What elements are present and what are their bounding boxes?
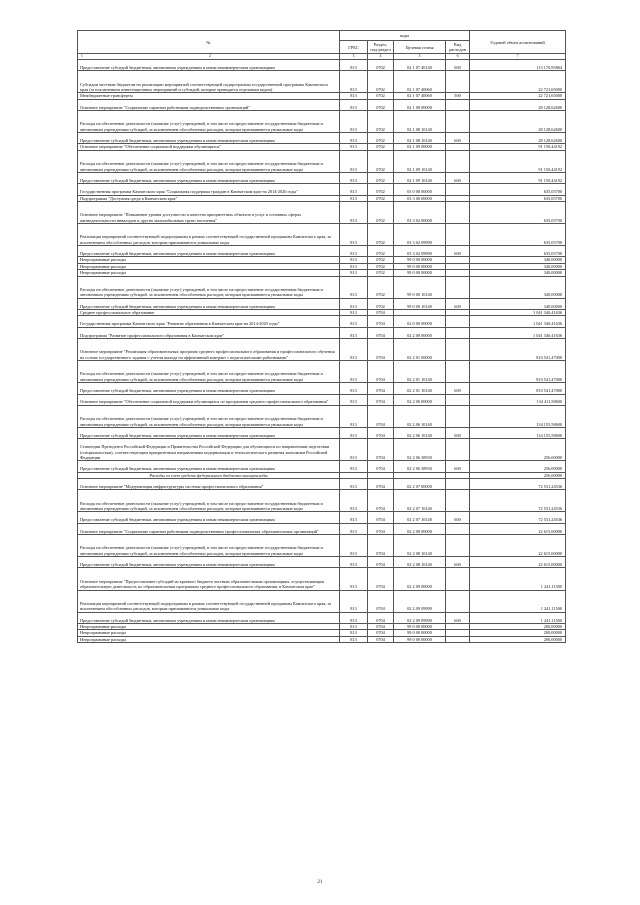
row-csr: 02 2 08 00000 xyxy=(394,523,446,534)
row-vid: 600 xyxy=(446,612,470,623)
row-vid: 600 xyxy=(446,246,470,257)
row-grbs: 813 xyxy=(340,512,368,523)
row-name: Предоставление субсидий бюджетным, автономным учреждениям и иным некоммерческим организациям xyxy=(78,557,340,568)
row-razdel: 0704 xyxy=(368,490,394,512)
row-razdel: 0704 xyxy=(368,316,394,327)
row-vid: 600 xyxy=(446,512,470,523)
header-vid: Вид расходов xyxy=(446,41,470,54)
row-grbs: 813 xyxy=(340,636,368,642)
row-razdel: 0704 xyxy=(368,623,394,629)
table-row xyxy=(78,439,566,461)
row-vid: 600 xyxy=(446,172,470,183)
row-grbs: 813 xyxy=(340,270,368,276)
row-vid xyxy=(446,184,470,195)
row-csr: 03 3 02 00000 xyxy=(394,201,446,223)
row-razdel: 0702 xyxy=(368,150,394,172)
row-razdel: 0702 xyxy=(368,276,394,298)
row-razdel: 0702 xyxy=(368,195,394,201)
row-razdel: 0704 xyxy=(368,512,394,523)
row-grbs: 813 xyxy=(340,133,368,144)
row-razdel: 0702 xyxy=(368,144,394,150)
table-row xyxy=(78,339,566,361)
row-csr: 03 3 02 09990 xyxy=(394,224,446,246)
row-grbs: 813 xyxy=(340,394,368,405)
row-vid xyxy=(446,568,470,590)
row-razdel: 0704 xyxy=(368,612,394,623)
row-csr: 02 2 01 10140 xyxy=(394,361,446,383)
row-razdel: 0702 xyxy=(368,111,394,133)
row-razdel: 0704 xyxy=(368,361,394,383)
row-grbs: 813 xyxy=(340,479,368,490)
row-csr: 02 2 06 38930 xyxy=(394,439,446,461)
row-name: Непрограммные расходы xyxy=(78,270,340,276)
table-row xyxy=(78,276,566,298)
row-razdel: 0702 xyxy=(368,224,394,246)
row-vid: 500 xyxy=(446,93,470,99)
row-name: Предоставление субсидий бюджетным, автономным учреждениям и иным некоммерческим организациям xyxy=(78,298,340,309)
row-amount: 22 721,65000 xyxy=(470,71,566,93)
table-row xyxy=(78,394,566,405)
row-grbs: 813 xyxy=(340,623,368,629)
row-amount: 810 541,47000 xyxy=(470,361,566,383)
row-grbs: 813 xyxy=(340,201,368,223)
row-grbs: 813 xyxy=(340,257,368,263)
row-name: Предоставление субсидий бюджетным, автономным учреждениям и иным некоммерческим организациям xyxy=(78,383,340,394)
table-row xyxy=(78,461,566,472)
row-amount: 22 615,00000 xyxy=(470,557,566,568)
row-razdel: 0702 xyxy=(368,172,394,183)
row-amount: 256,00000 xyxy=(470,472,566,478)
row-vid xyxy=(446,224,470,246)
table-row xyxy=(78,224,566,246)
header-grbs: ГРБС xyxy=(340,41,368,54)
row-vid: 600 xyxy=(446,60,470,71)
row-name: Среднее профессиональное образование xyxy=(78,310,340,316)
row-name: Предоставление субсидий бюджетным, автономным учреждениям и иным некоммерческим организациям xyxy=(78,133,340,144)
row-name: Основное мероприятие "Социальные гарантии работникам подведомственных профессиональных образовательных организаций" xyxy=(78,523,340,534)
row-amount: 134 411,58600 xyxy=(470,394,566,405)
row-grbs: 813 xyxy=(340,172,368,183)
row-vid xyxy=(446,490,470,512)
row-vid xyxy=(446,361,470,383)
row-name: Подпрограмма "Развитие профессионального образования в Камчатском крае" xyxy=(78,327,340,338)
row-amount: 810 541,47000 xyxy=(470,339,566,361)
row-grbs: 813 xyxy=(340,246,368,257)
col-num-7: 7 xyxy=(470,54,566,60)
row-name: Основное мероприятие "Предоставление субсидий из краевого бюджета частным образовательным организациям, осуществляющим образовательную деятельность по образовательным программам среднего профессионального образования, в Камчатском крае" xyxy=(78,568,340,590)
row-amount: 1 041 340,41636 xyxy=(470,310,566,316)
row-amount: 134 155,58600 xyxy=(470,405,566,427)
row-grbs: 813 xyxy=(340,590,368,612)
row-grbs: 813 xyxy=(340,439,368,461)
col-num-1: 1 2 xyxy=(78,54,340,60)
row-amount: 1 041 340,41636 xyxy=(470,327,566,338)
row-vid xyxy=(446,99,470,110)
row-csr: 02 2 09 09990 xyxy=(394,612,446,623)
row-razdel: 0704 xyxy=(368,339,394,361)
row-grbs: 813 xyxy=(340,523,368,534)
row-csr: 99 0 00 00000 xyxy=(394,636,446,642)
row-csr: 02 1 07 40060 xyxy=(394,93,446,99)
row-csr: 02 1 08 00000 xyxy=(394,99,446,110)
row-amount: 256,00000 xyxy=(470,439,566,461)
row-razdel: 0704 xyxy=(368,310,394,316)
row-name: Расходы на обеспечение деятельности (оказание услуг) учреждений, в том числе на предоставление государственным бюджетным и автономным учреждениям субсидий, за исключением обособленных расходов, которым присваиваются уникальные коды xyxy=(78,535,340,557)
row-csr: 02 2 08 10140 xyxy=(394,535,446,557)
row-vid: 600 xyxy=(446,383,470,394)
row-name: Предоставление субсидий бюджетным, автономным учреждениям и иным некоммерческим организациям xyxy=(78,512,340,523)
row-razdel: 0702 xyxy=(368,184,394,195)
table-row xyxy=(78,172,566,183)
row-csr: 02 2 06 10140 xyxy=(394,427,446,438)
row-vid xyxy=(446,535,470,557)
table-row xyxy=(78,490,566,512)
row-vid xyxy=(446,276,470,298)
row-name: Предоставление субсидий бюджетным, автономным учреждениям и иным некоммерческим организациям xyxy=(78,172,340,183)
row-razdel: 0704 xyxy=(368,427,394,438)
row-amount: 200,00000 xyxy=(470,630,566,636)
row-csr: 99 0 00 00000 xyxy=(394,630,446,636)
table-body xyxy=(78,60,566,643)
row-vid xyxy=(446,394,470,405)
row-grbs: 813 xyxy=(340,316,368,327)
row-amount: 134 155,58600 xyxy=(470,427,566,438)
row-vid xyxy=(446,316,470,327)
row-razdel: 0702 xyxy=(368,99,394,110)
row-name: Стипендии Президента Российской Федерации и Правительства Российской Федерации для обучающихся по направлениям подготовки (специальностям), соответствующим приоритетным направлениям модернизации и технологического развития экономики Российской Федерации xyxy=(78,439,340,461)
row-amount: 91 150,44192 xyxy=(470,144,566,150)
row-csr: 02 2 07 10140 xyxy=(394,512,446,523)
row-csr: 02 2 08 10140 xyxy=(394,557,446,568)
row-vid xyxy=(446,636,470,642)
row-razdel: 0702 xyxy=(368,263,394,269)
header-num: № xyxy=(78,31,340,54)
page-number: 21 xyxy=(317,880,323,885)
row-grbs: 813 xyxy=(340,111,368,133)
row-razdel: 0704 xyxy=(368,479,394,490)
row-name: Предоставление субсидий бюджетным, автономным учреждениям и иным некоммерческим организациям xyxy=(78,427,340,438)
row-name: Межбюджетные трансферты xyxy=(78,93,340,99)
row-amount: 635,05700 xyxy=(470,184,566,195)
row-razdel: 0704 xyxy=(368,636,394,642)
col-num-3: 3 xyxy=(340,54,368,60)
row-amount: 22 721,65000 xyxy=(470,93,566,99)
row-csr: 02 2 01 10140 xyxy=(394,383,446,394)
row-name: Расходы на обеспечение деятельности (оказание услуг) учреждений, в том числе на предоставление государственным бюджетным и автономным учреждениям субсидий, за исключением обособленных расходов, которым присваиваются уникальные коды xyxy=(78,490,340,512)
row-amount: 28 128,62600 xyxy=(470,111,566,133)
row-csr: 03 3 00 00000 xyxy=(394,195,446,201)
row-razdel: 0704 xyxy=(368,383,394,394)
row-razdel: 0704 xyxy=(368,439,394,461)
row-razdel: 0702 xyxy=(368,257,394,263)
row-grbs: 813 xyxy=(340,184,368,195)
header-codes: коды xyxy=(340,31,470,41)
row-amount: 200,00000 xyxy=(470,636,566,642)
row-name: Расходы на обеспечение деятельности (оказание услуг) учреждений, в том числе на предоставление государственным бюджетным и автономным учреждениям субсидий, за исключением обособленных расходов, которым присваиваются уникальные коды xyxy=(78,405,340,427)
row-amount: 340,00000 xyxy=(470,263,566,269)
row-name: Расходы на обеспечение деятельности (оказание услуг) учреждений, в том числе на предоставление государственным бюджетным и автономным учреждениям субсидий, за исключением обособленных расходов, которым присваиваются уникальные коды xyxy=(78,276,340,298)
row-csr: 99 0 00 10140 xyxy=(394,298,446,309)
table-row xyxy=(78,523,566,534)
table-row xyxy=(78,111,566,133)
table-row xyxy=(78,383,566,394)
row-amount: 72 531,24536 xyxy=(470,490,566,512)
row-name: Расходы на обеспечение деятельности (оказание услуг) учреждений, в том числе на предоставление государственным бюджетным и автономным учреждениям субсидий, за исключением обособленных расходов, которым присваиваются уникальные коды xyxy=(78,361,340,383)
row-amount: 1 241,11500 xyxy=(470,568,566,590)
table-row xyxy=(78,568,566,590)
row-razdel: 0702 xyxy=(368,246,394,257)
row-name: Предоставление субсидий бюджетным, автономным учреждениям и иным некоммерческим организациям xyxy=(78,246,340,257)
row-csr: 03 3 02 09990 xyxy=(394,246,446,257)
table-row xyxy=(78,327,566,338)
row-grbs: 813 xyxy=(340,630,368,636)
row-name: Расходы на обеспечение деятельности (оказание услуг) учреждений, в том числе на предоставление государственным бюджетным и автономным учреждениям субсидий, за исключением обособленных расходов, которым присваиваются уникальные коды xyxy=(78,111,340,133)
row-name: Расходы за счет средств федерального бюджета вышерасходы xyxy=(78,472,340,478)
row-vid xyxy=(446,201,470,223)
row-name: Основное мероприятие "Повышение уровня доступности и качества приоритетных объектов и услуг в основных сферах жизнедеятельности инвалидов и других маломобильных групп населения" xyxy=(78,201,340,223)
table-row xyxy=(78,405,566,427)
row-csr: 02 1 09 00000 xyxy=(394,144,446,150)
row-amount: 1 241,11500 xyxy=(470,612,566,623)
row-razdel: 0702 xyxy=(368,201,394,223)
row-name: Предоставление субсидий бюджетным, автономным учреждениям и иным некоммерческим организациям xyxy=(78,461,340,472)
row-amount: 72 531,24536 xyxy=(470,512,566,523)
table-row xyxy=(78,479,566,490)
row-amount: 72 531,24536 xyxy=(470,479,566,490)
row-grbs: 813 xyxy=(340,405,368,427)
row-amount: 340,00000 xyxy=(470,257,566,263)
row-name: Реализация мероприятий соответствующей подпрограммы в рамках соответствующей государственной программы Камчатского края, за исключением обособленных расходов, которым присваиваются уникальные коды xyxy=(78,224,340,246)
row-csr: 02 2 09 09990 xyxy=(394,590,446,612)
row-razdel: 0702 xyxy=(368,298,394,309)
row-grbs: 813 xyxy=(340,99,368,110)
row-grbs: 813 xyxy=(340,224,368,246)
row-vid xyxy=(446,339,470,361)
row-razdel: 0704 xyxy=(368,523,394,534)
row-grbs: 813 xyxy=(340,535,368,557)
row-grbs: 813 xyxy=(340,383,368,394)
row-grbs: 813 xyxy=(340,490,368,512)
row-amount: 28 128,62600 xyxy=(470,133,566,144)
row-name: Непрограммные расходы xyxy=(78,257,340,263)
row-amount: 28 128,62600 xyxy=(470,99,566,110)
row-vid: 600 xyxy=(446,461,470,472)
row-grbs: 813 xyxy=(340,144,368,150)
row-name: Основное мероприятие "Модернизация инфраструктуры системы профессионального образования" xyxy=(78,479,340,490)
row-csr: 02 1 09 10140 xyxy=(394,150,446,172)
table-row xyxy=(78,512,566,523)
row-name: Непрограммные расходы xyxy=(78,263,340,269)
row-vid: 600 xyxy=(446,557,470,568)
row-csr: 99 0 00 00000 xyxy=(394,623,446,629)
row-name: Государственная программа Камчатского края "Социальная поддержка граждан в Камчатском крае на 2014-2020 годы" xyxy=(78,184,340,195)
row-csr: 02 2 06 10140 xyxy=(394,405,446,427)
row-razdel: 0702 xyxy=(368,71,394,93)
table-row xyxy=(78,557,566,568)
row-csr: 02 2 01 00000 xyxy=(394,339,446,361)
row-csr: 99 0 00 10140 xyxy=(394,276,446,298)
document-page xyxy=(77,30,565,643)
row-grbs: 813 xyxy=(340,150,368,172)
table-row xyxy=(78,71,566,93)
row-csr: 99 0 00 00000 xyxy=(394,257,446,263)
row-grbs: 813 xyxy=(340,612,368,623)
row-csr: 02 2 07 10140 xyxy=(394,490,446,512)
row-csr: 02 1 07 40060 xyxy=(394,71,446,93)
table-row xyxy=(78,99,566,110)
row-vid: 600 xyxy=(446,298,470,309)
row-razdel: 0704 xyxy=(368,394,394,405)
row-razdel: 0702 xyxy=(368,60,394,71)
row-razdel: 0704 xyxy=(368,405,394,427)
row-name: Предоставление субсидий бюджетным, автономным учреждениям и иным некоммерческим организациям xyxy=(78,60,340,71)
row-razdel: 0702 xyxy=(368,133,394,144)
row-grbs: 813 xyxy=(340,298,368,309)
row-amount: 113 170,95864 xyxy=(470,60,566,71)
row-razdel: 0704 xyxy=(368,327,394,338)
row-amount: 1 041 340,41636 xyxy=(470,316,566,327)
row-amount: 200,00000 xyxy=(470,623,566,629)
row-amount: 22 615,00000 xyxy=(470,523,566,534)
table-row xyxy=(78,636,566,642)
row-csr: 03 0 00 00000 xyxy=(394,184,446,195)
row-name: Предоставление субсидий бюджетным, автономным учреждениям и иным некоммерческим организациям xyxy=(78,612,340,623)
row-csr: 02 2 06 38930 xyxy=(394,461,446,472)
row-vid xyxy=(446,327,470,338)
row-name: Основное мероприятие "Социальные гарантии работникам подведомственных организаций" xyxy=(78,99,340,110)
row-amount: 635,05700 xyxy=(470,195,566,201)
col-num-5: 5 xyxy=(394,54,446,60)
row-vid xyxy=(446,523,470,534)
row-razdel: 0704 xyxy=(368,461,394,472)
row-amount: 810 541,47000 xyxy=(470,383,566,394)
table-row xyxy=(78,427,566,438)
row-razdel: 0702 xyxy=(368,93,394,99)
row-csr: 02 2 07 00000 xyxy=(394,479,446,490)
row-grbs: 813 xyxy=(340,427,368,438)
row-amount: 256,00000 xyxy=(470,461,566,472)
row-name: Субсидии местным бюджетам на реализацию мероприятий соответствующей подпрограммы государственной программы Камчатского края (за исключением инвестиционных мероприятий и субсидий, которые приводятся отдельным кодом) xyxy=(78,71,340,93)
row-name: Основное мероприятие "Обеспечение социальной поддержки обучающихся" xyxy=(78,144,340,150)
budget-table xyxy=(77,30,566,643)
row-name: Расходы на обеспечение деятельности (оказание услуг) учреждений, в том числе на предоставление государственным бюджетным и автономным учреждениям субсидий, за исключением обособленных расходов, которым присваиваются уникальные коды xyxy=(78,150,340,172)
row-vid xyxy=(446,405,470,427)
row-grbs: 813 xyxy=(340,461,368,472)
row-name: Непрограммные расходы xyxy=(78,623,340,629)
row-grbs: 813 xyxy=(340,310,368,316)
row-csr: 02 1 08 10140 xyxy=(394,111,446,133)
table-row xyxy=(78,298,566,309)
row-name: Государственная программа Камчатского края "Развитие образования в Камчатском крае на 2014-2020 годы" xyxy=(78,316,340,327)
row-csr: 02 1 08 10140 xyxy=(394,133,446,144)
header-amount: Годовой объем ассигнований xyxy=(470,31,566,54)
table-row xyxy=(78,201,566,223)
row-name: Подпрограмма "Доступная среда в Камчатском крае" xyxy=(78,195,340,201)
row-vid xyxy=(446,150,470,172)
row-razdel: 0704 xyxy=(368,535,394,557)
row-name: Основное мероприятие "Обеспечение социальной поддержки обучающихся по программам среднего профессионального образования" xyxy=(78,394,340,405)
table-row xyxy=(78,612,566,623)
row-amount: 91 150,44192 xyxy=(470,150,566,172)
row-vid xyxy=(446,590,470,612)
row-grbs: 813 xyxy=(340,276,368,298)
table-row xyxy=(78,535,566,557)
row-amount: 635,05700 xyxy=(470,224,566,246)
row-grbs: 813 xyxy=(340,361,368,383)
table-row xyxy=(78,316,566,327)
table-row xyxy=(78,133,566,144)
row-vid xyxy=(446,111,470,133)
row-amount: 635,05700 xyxy=(470,201,566,223)
row-vid xyxy=(446,439,470,461)
row-name: Основное мероприятие "Реализация образовательных программ среднего профессионального образования и профессионального обучения на основе государственного задания с учетом выхода на эффективный контракт с педагогическими работниками" xyxy=(78,339,340,361)
row-razdel: 0704 xyxy=(368,630,394,636)
row-vid xyxy=(446,479,470,490)
col-num-4: 4 xyxy=(368,54,394,60)
row-razdel: 0704 xyxy=(368,557,394,568)
row-grbs: 813 xyxy=(340,71,368,93)
row-amount: 340,00000 xyxy=(470,270,566,276)
row-grbs: 813 xyxy=(340,568,368,590)
row-amount: 22 615,00000 xyxy=(470,535,566,557)
row-csr: 02 2 06 00000 xyxy=(394,394,446,405)
table-row xyxy=(78,150,566,172)
row-csr: 02 1 07 40140 xyxy=(394,60,446,71)
row-csr: 99 0 00 00000 xyxy=(394,263,446,269)
row-amount: 1 241,11500 xyxy=(470,590,566,612)
table-row xyxy=(78,246,566,257)
table-row xyxy=(78,590,566,612)
row-grbs: 813 xyxy=(340,327,368,338)
row-name: Реализация мероприятий соответствующей подпрограммы в рамках соответствующей государственной программы Камчатского края, за исключением обособленных расходов, которым присваиваются уникальные коды xyxy=(78,590,340,612)
row-grbs: 813 xyxy=(340,339,368,361)
table-row xyxy=(78,361,566,383)
header-razdel: Раздел, под-раздел xyxy=(368,41,394,54)
row-grbs: 813 xyxy=(340,263,368,269)
row-grbs: 813 xyxy=(340,195,368,201)
col-num-6: 6 xyxy=(446,54,470,60)
row-amount: 91 150,44192 xyxy=(470,172,566,183)
table-row xyxy=(78,184,566,195)
row-vid: 600 xyxy=(446,133,470,144)
row-name: Непрограммные расходы xyxy=(78,630,340,636)
header-csr: Целевая статья xyxy=(394,41,446,54)
row-razdel: 0704 xyxy=(368,568,394,590)
row-vid: 600 xyxy=(446,427,470,438)
row-csr: 02 2 09 00000 xyxy=(394,568,446,590)
row-amount: 635,05700 xyxy=(470,246,566,257)
row-grbs: 813 xyxy=(340,60,368,71)
row-razdel: 0702 xyxy=(368,270,394,276)
row-amount: 340,00000 xyxy=(470,298,566,309)
row-amount: 340,00000 xyxy=(470,276,566,298)
row-grbs: 813 xyxy=(340,557,368,568)
row-vid xyxy=(446,71,470,93)
row-csr: 99 0 00 00000 xyxy=(394,270,446,276)
row-csr: 02 0 00 00000 xyxy=(394,316,446,327)
table-row xyxy=(78,60,566,71)
row-csr: 02 1 09 10140 xyxy=(394,172,446,183)
row-name: Непрограммные расходы xyxy=(78,636,340,642)
row-razdel: 0704 xyxy=(368,590,394,612)
row-csr: 02 2 00 00000 xyxy=(394,327,446,338)
row-grbs: 813 xyxy=(340,93,368,99)
